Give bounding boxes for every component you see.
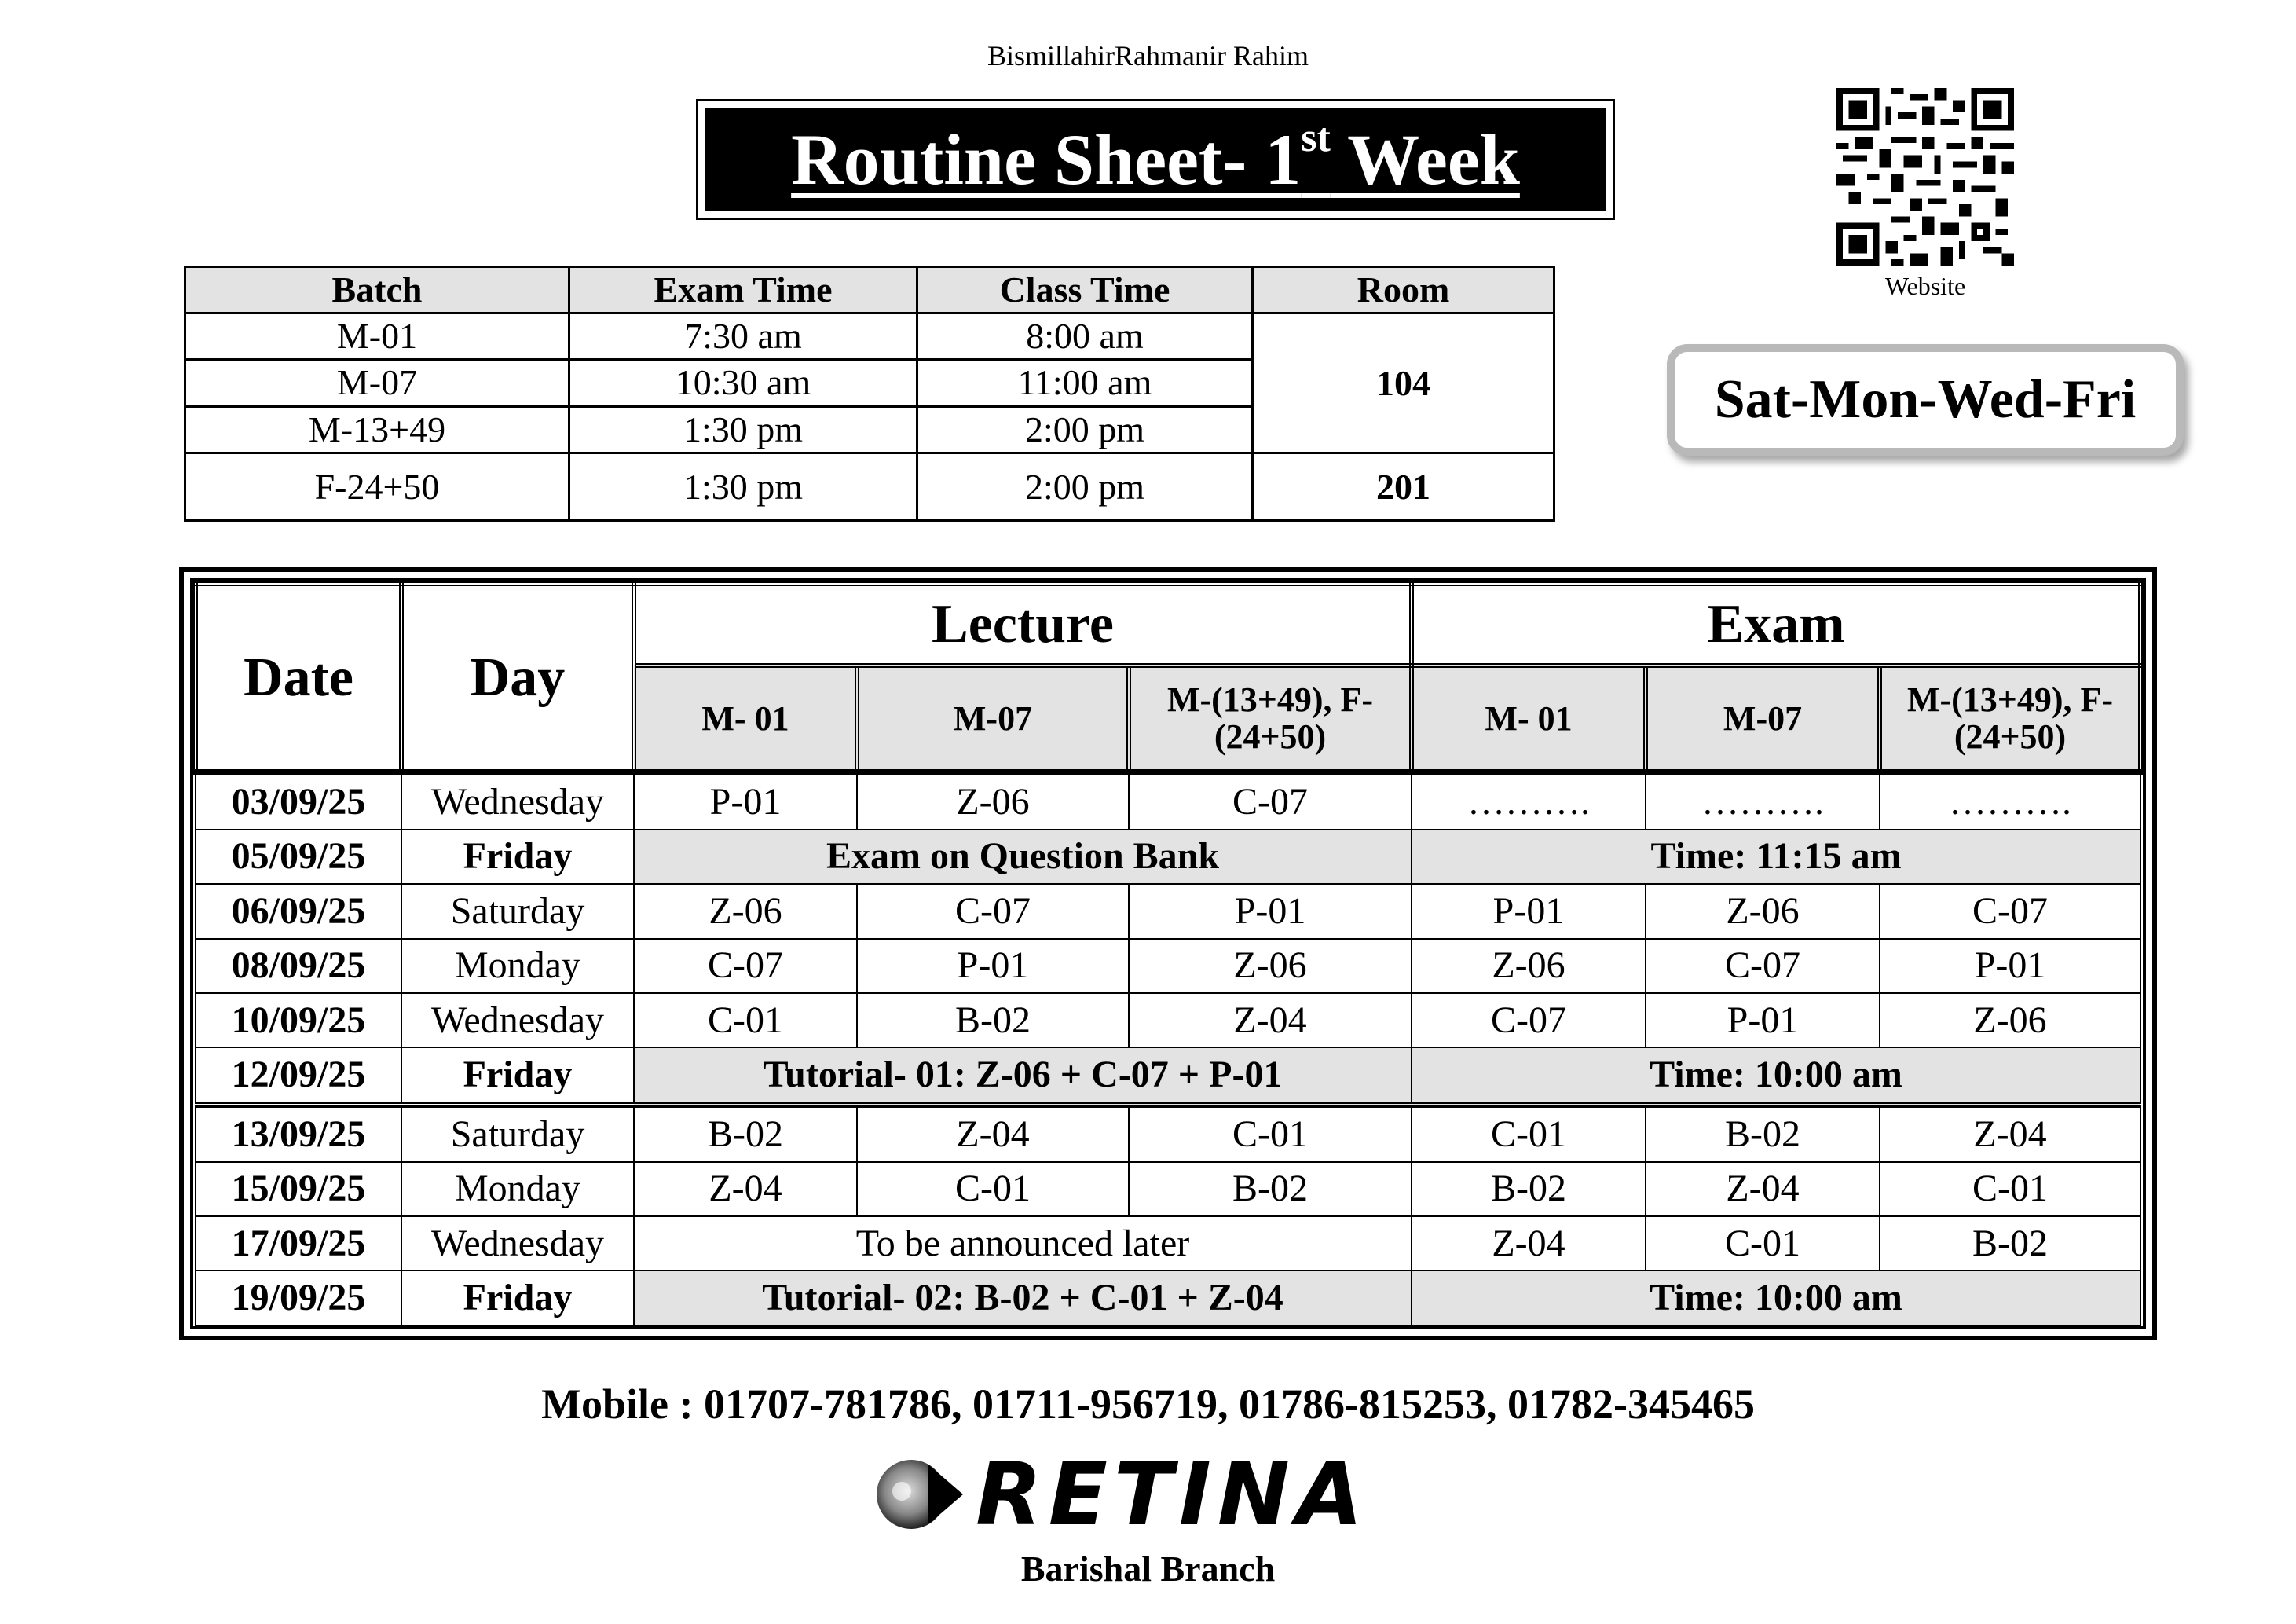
batch-cell: F-24+50 xyxy=(185,453,569,521)
exam-span-cell: Time: 10:00 am xyxy=(1412,1270,2140,1325)
exam-cell: Z-06 xyxy=(1646,884,1880,938)
table-row xyxy=(196,1270,2140,1325)
lecture-cell: C-07 xyxy=(857,884,1129,938)
room-cell: 201 xyxy=(1253,453,1554,521)
exam-cell: C-07 xyxy=(1880,884,2140,938)
lecture-span-cell: Exam on Question Bank xyxy=(634,830,1412,884)
qr-code-icon xyxy=(1836,88,2014,266)
date-cell: 13/09/25 xyxy=(196,1105,401,1162)
column-header: Exam Time xyxy=(569,267,917,313)
table-row xyxy=(196,1105,2140,1162)
exam-cell: B-02 xyxy=(1880,1216,2140,1270)
lecture-span-cell: Tutorial- 01: Z-06 + C-07 + P-01 xyxy=(634,1047,1412,1105)
batch-cell: M-07 xyxy=(185,360,569,406)
routine-table-frame xyxy=(179,567,2157,1340)
routine-table xyxy=(193,581,2143,1326)
exam-span-cell: Time: 11:15 am xyxy=(1412,830,2140,884)
day-cell: Wednesday xyxy=(401,772,634,830)
exam-cell: B-02 xyxy=(1646,1105,1880,1162)
lecture-cell: Z-04 xyxy=(1129,993,1412,1047)
day-header: Day xyxy=(401,584,634,772)
table-header-row xyxy=(185,267,1554,313)
lecture-cell: P-01 xyxy=(857,939,1129,993)
date-cell: 17/09/25 xyxy=(196,1216,401,1270)
batch-subheader: M-07 xyxy=(857,665,1129,772)
table-row xyxy=(196,993,2140,1047)
day-cell: Friday xyxy=(401,1270,634,1325)
exam-time-cell: 7:30 am xyxy=(569,313,917,360)
qr-caption: Website xyxy=(1884,272,1966,300)
lecture-cell: B-02 xyxy=(857,993,1129,1047)
exam-cell: B-02 xyxy=(1412,1162,1646,1216)
table-row xyxy=(196,830,2140,884)
table-row xyxy=(185,453,1554,521)
lecture-cell: P-01 xyxy=(634,772,857,830)
room-cell: 104 xyxy=(1253,313,1554,453)
lecture-cell: Z-04 xyxy=(857,1105,1129,1162)
date-cell: 06/09/25 xyxy=(196,884,401,938)
exam-cell: Z-04 xyxy=(1646,1162,1880,1216)
lecture-cell: P-01 xyxy=(1129,884,1412,938)
exam-cell: Z-04 xyxy=(1880,1105,2140,1162)
batch-subheader: M- 01 xyxy=(1412,665,1646,772)
day-cell: Saturday xyxy=(401,1105,634,1162)
date-cell: 19/09/25 xyxy=(196,1270,401,1325)
exam-cell: C-01 xyxy=(1646,1216,1880,1270)
date-header: Date xyxy=(196,584,401,772)
exam-cell: C-07 xyxy=(1412,993,1646,1047)
class-time-cell: 2:00 pm xyxy=(917,406,1253,453)
exam-cell: P-01 xyxy=(1880,939,2140,993)
exam-cell: C-01 xyxy=(1880,1162,2140,1216)
exam-cell: C-01 xyxy=(1412,1105,1646,1162)
lecture-cell: C-01 xyxy=(1129,1105,1412,1162)
exam-cell: ………. xyxy=(1880,772,2140,830)
table-row xyxy=(196,1162,2140,1216)
exam-cell: Z-04 xyxy=(1412,1216,1646,1270)
eye-icon xyxy=(867,1447,969,1542)
batch-subheader: M-07 xyxy=(1646,665,1880,772)
lecture-cell: C-01 xyxy=(634,993,857,1047)
lecture-cell: C-07 xyxy=(1129,772,1412,830)
day-cell: Monday xyxy=(401,939,634,993)
day-cell: Wednesday xyxy=(401,993,634,1047)
date-cell: 15/09/25 xyxy=(196,1162,401,1216)
table-row xyxy=(196,939,2140,993)
class-time-cell: 2:00 pm xyxy=(917,453,1253,521)
bismillah-text: BismillahirRahmanir Rahim xyxy=(987,40,1309,71)
exam-cell: P-01 xyxy=(1412,884,1646,938)
batch-schedule-table xyxy=(184,266,1555,522)
exam-time-cell: 10:30 am xyxy=(569,360,917,406)
day-cell: Friday xyxy=(401,1047,634,1105)
date-cell: 10/09/25 xyxy=(196,993,401,1047)
lecture-cell: Z-04 xyxy=(634,1162,857,1216)
batch-subheader: M-(13+49), F-(24+50) xyxy=(1880,665,2140,772)
column-header: Room xyxy=(1253,267,1554,313)
lecture-cell: Z-06 xyxy=(634,884,857,938)
table-row xyxy=(196,884,2140,938)
lecture-cell: Z-06 xyxy=(1129,939,1412,993)
column-header: Batch xyxy=(185,267,569,313)
table-row xyxy=(185,313,1554,360)
day-cell: Saturday xyxy=(401,884,634,938)
lecture-span-cell: Tutorial- 02: B-02 + C-01 + Z-04 xyxy=(634,1270,1412,1325)
lecture-cell: Z-06 xyxy=(857,772,1129,830)
branch-name: Barishal Branch xyxy=(1020,1549,1276,1589)
table-row xyxy=(196,772,2140,830)
lecture-header: Lecture xyxy=(634,584,1412,665)
lecture-span-cell: To be announced later xyxy=(634,1216,1412,1270)
batch-subheader: M-(13+49), F-(24+50) xyxy=(1129,665,1412,772)
exam-time-cell: 1:30 pm xyxy=(569,453,917,521)
column-header: Class Time xyxy=(917,267,1253,313)
date-cell: 05/09/25 xyxy=(196,830,401,884)
class-time-cell: 8:00 am xyxy=(917,313,1253,360)
batch-cell: M-13+49 xyxy=(185,406,569,453)
exam-cell: ………. xyxy=(1646,772,1880,830)
lecture-cell: B-02 xyxy=(634,1105,857,1162)
batch-subheader: M- 01 xyxy=(634,665,857,772)
exam-time-cell: 1:30 pm xyxy=(569,406,917,453)
mobile-numbers: Mobile : 01707-781786, 01711-956719, 01786-815253, 01782-345465 xyxy=(541,1380,1755,1428)
batch-cell: M-01 xyxy=(185,313,569,360)
exam-cell: P-01 xyxy=(1646,993,1880,1047)
exam-span-cell: Time: 10:00 am xyxy=(1412,1047,2140,1105)
lecture-cell: B-02 xyxy=(1129,1162,1412,1216)
day-cell: Monday xyxy=(401,1162,634,1216)
lecture-cell: C-01 xyxy=(857,1162,1129,1216)
day-cell: Wednesday xyxy=(401,1216,634,1270)
exam-cell: Z-06 xyxy=(1880,993,2140,1047)
retina-logo: RETINA xyxy=(867,1447,1338,1542)
day-cell: Friday xyxy=(401,830,634,884)
page-title: Routine Sheet- 1st Week xyxy=(791,115,1520,200)
lecture-cell: C-07 xyxy=(634,939,857,993)
table-row xyxy=(196,1216,2140,1270)
class-days-badge: Sat-Mon-Wed-Fri xyxy=(1667,344,2184,456)
exam-cell: C-07 xyxy=(1646,939,1880,993)
exam-cell: Z-06 xyxy=(1412,939,1646,993)
class-time-cell: 11:00 am xyxy=(917,360,1253,406)
exam-cell: ………. xyxy=(1412,772,1646,830)
exam-header: Exam xyxy=(1412,584,2140,665)
date-cell: 12/09/25 xyxy=(196,1047,401,1105)
title-banner xyxy=(696,99,1615,220)
date-cell: 03/09/25 xyxy=(196,772,401,830)
table-row xyxy=(196,1047,2140,1105)
date-cell: 08/09/25 xyxy=(196,939,401,993)
